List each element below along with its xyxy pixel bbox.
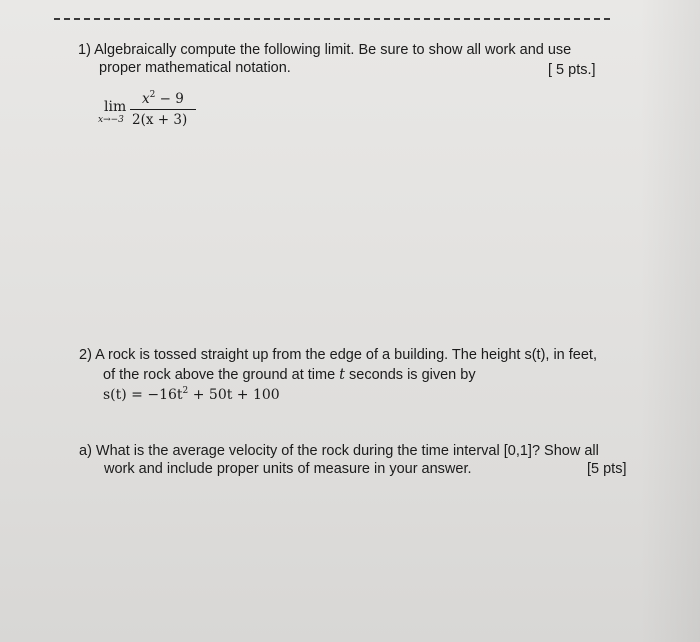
question-2-text-line-2	[103, 367, 476, 383]
dashed-divider	[54, 18, 610, 20]
page-shadow	[640, 0, 700, 642]
equation-lhs: s(t) = −16t	[103, 387, 183, 403]
q2-time-variable: t	[339, 367, 345, 383]
numerator-exponent: 2	[149, 90, 156, 100]
limit-denominator: 2(x + 3)	[132, 112, 188, 128]
fraction-bar	[130, 109, 196, 110]
numerator-rest: − 9	[155, 91, 184, 107]
question-1-points: [ 5 pts.]	[548, 62, 596, 78]
part-a-text-line-2: work and include proper units of measure in your answer.	[104, 461, 472, 477]
equation-exponent: 2	[182, 386, 189, 396]
limit-numerator	[142, 90, 184, 107]
equation-rhs: + 50t + 100	[188, 387, 280, 403]
limit-expression	[98, 90, 208, 136]
q2-line2-post: seconds is given by	[345, 367, 476, 383]
part-a-text-line-1: a) What is the average velocity of the rock during the time interval [0,1]? Show all	[79, 443, 599, 459]
question-1-text-line-2: proper mathematical notation.	[99, 60, 291, 76]
limit-operator: lim	[104, 99, 127, 115]
q2-line2-pre: of the rock above the ground at time	[103, 367, 340, 383]
limit-subscript: x→−3	[98, 115, 124, 125]
numerator-base: x	[142, 91, 150, 107]
question-2-text-line-1: 2) A rock is tossed straight up from the edge of a building. The height s(t), in feet,	[79, 347, 597, 363]
part-a-points: [5 pts]	[587, 461, 627, 477]
height-equation	[103, 386, 280, 403]
question-1-text-line-1: 1) Algebraically compute the following limit. Be sure to show all work and use	[78, 42, 572, 58]
